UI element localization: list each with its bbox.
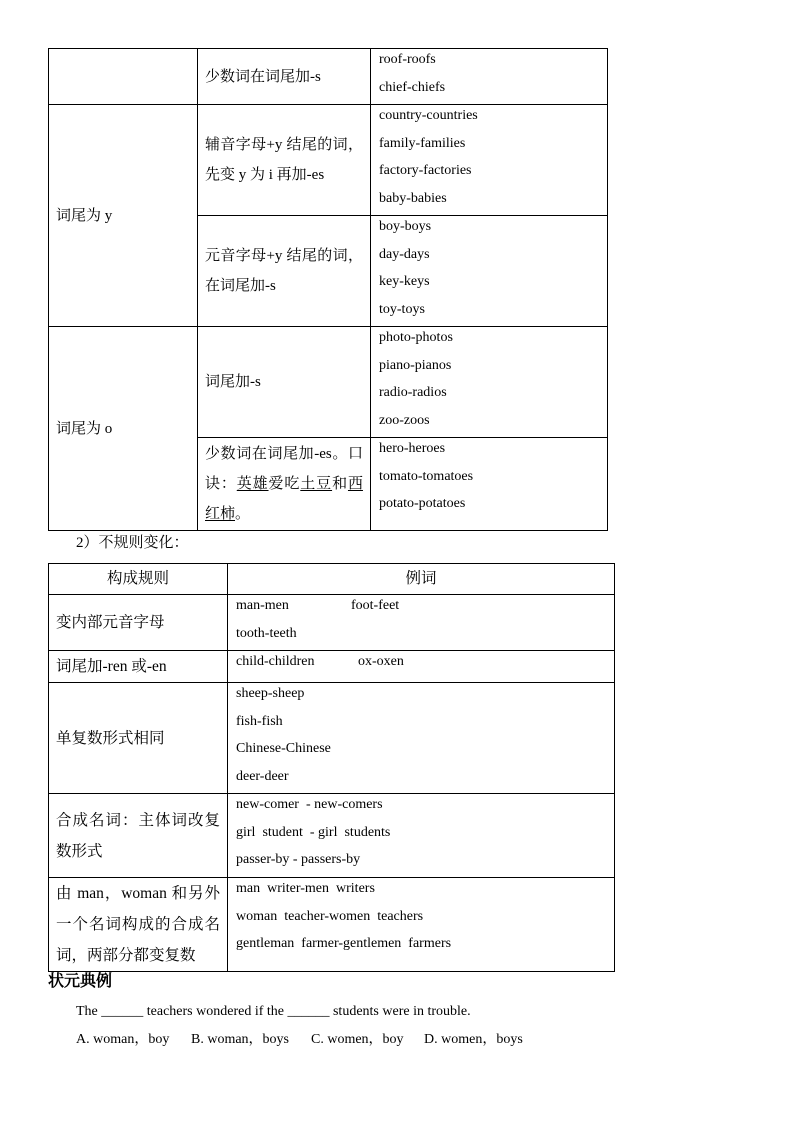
example-list <box>236 592 606 647</box>
mnemonic-keyword: 土豆 <box>300 476 333 492</box>
examples-cell <box>228 794 615 878</box>
example-list <box>379 324 599 434</box>
example-list <box>379 102 599 212</box>
example-word: family-families <box>379 135 466 151</box>
rule-cell <box>198 105 371 216</box>
example-word: day-days <box>379 246 430 262</box>
answer-option-d: D. women，boys <box>424 1032 523 1047</box>
example-word: ox-oxen <box>358 654 404 669</box>
rule-text: 少数词在词尾加-es。口诀： <box>205 446 363 492</box>
example-list <box>236 791 606 874</box>
rule-text: 由 man，woman 和另外一个名词构成的合成名词，两部分都变复数 <box>56 885 220 964</box>
rule-text: 。 <box>235 506 251 522</box>
rule-text: 合成名词：主体词改复数形式 <box>56 811 220 860</box>
category-cell <box>49 327 198 531</box>
example-list <box>236 680 606 790</box>
mnemonic-keyword: 英雄 <box>236 476 269 492</box>
rule-text: 词尾加-s <box>205 374 261 390</box>
rule-cell <box>49 651 228 683</box>
example-line <box>236 648 606 676</box>
table-row <box>49 794 615 878</box>
examples-cell <box>228 878 615 972</box>
example-word: radio-radios <box>379 385 447 400</box>
examples-cell <box>371 327 608 438</box>
table-row <box>49 49 608 105</box>
rule-text: 元音字母+y 结尾的词，在词尾加-s <box>205 248 363 294</box>
example-word: zoo-zoos <box>379 412 430 428</box>
regular-plural-table <box>48 48 608 531</box>
example-word: toy-toys <box>379 301 425 317</box>
rule-cell <box>198 327 371 438</box>
examples-cell <box>228 683 615 794</box>
rule-text: 单复数形式相同 <box>56 729 165 747</box>
rule-cell <box>198 438 371 531</box>
irregular-plural-table <box>48 563 615 972</box>
example-word: girl student - girl students <box>236 824 391 840</box>
example-list <box>236 875 606 958</box>
example-word: new-comer - new-comers <box>236 797 383 812</box>
rule-text: 爱吃 <box>268 476 301 492</box>
example-word: deer-deer <box>236 768 289 784</box>
example-word: child-children <box>236 654 315 669</box>
example-word: sheep-sheep <box>236 686 305 701</box>
example-list <box>379 213 599 323</box>
category-cell <box>49 105 198 327</box>
table-row <box>49 105 608 216</box>
example-word: photo-photos <box>379 330 453 345</box>
answer-option-b: B. woman，boys <box>191 1032 289 1047</box>
example-word: chief-chiefs <box>379 79 446 95</box>
example-word: gentleman farmer-gentlemen farmers <box>236 936 452 951</box>
category-cell <box>49 49 198 105</box>
answer-option-c: C. women，boy <box>311 1032 404 1047</box>
category-label: 词尾为 y <box>56 207 113 224</box>
example-word: foot-feet <box>351 598 400 613</box>
example-list <box>379 46 599 101</box>
example-word: factory-factories <box>379 163 472 178</box>
table-row <box>49 595 615 651</box>
rule-cell <box>49 595 228 651</box>
rule-text: 词尾加-ren 或-en <box>56 658 167 675</box>
example-word: potato-potatoes <box>379 496 466 511</box>
example-word: baby-babies <box>379 190 447 206</box>
examples-cell <box>228 595 615 651</box>
example-word: Chinese-Chinese <box>236 741 331 756</box>
examples-cell <box>371 105 608 216</box>
example-word: man-men <box>236 598 289 613</box>
example-question: The ______ teachers wondered if the ______ students were in trouble. <box>76 1004 471 1019</box>
rule-cell <box>198 216 371 327</box>
examples-cell <box>371 438 608 531</box>
table-row <box>49 878 615 972</box>
example-word: country-countries <box>379 108 478 123</box>
table-row <box>49 327 608 438</box>
example-line <box>236 592 606 620</box>
table-row <box>49 683 615 794</box>
example-list <box>379 435 599 518</box>
column-header-rule: 构成规则 <box>49 564 228 595</box>
section-heading-irregular: 2）不规则变化： <box>76 535 189 551</box>
example-list <box>236 648 606 676</box>
example-word: passer-by - passers-by <box>236 852 361 867</box>
example-word: piano-pianos <box>379 357 452 373</box>
rule-text: 变内部元音字母 <box>56 614 165 631</box>
example-word: hero-heroes <box>379 441 446 456</box>
examples-cell <box>371 216 608 327</box>
examples-cell <box>228 651 615 683</box>
table-header-row <box>49 564 615 595</box>
example-word: woman teacher-women teachers <box>236 908 424 924</box>
mnemonic-keyword: 西红柿 <box>205 476 363 522</box>
table-row <box>49 651 615 683</box>
rule-cell <box>49 878 228 972</box>
example-word: fish-fish <box>236 713 283 729</box>
example-word: tomato-tomatoes <box>379 468 474 484</box>
rule-text: 少数词在词尾加-s <box>205 68 321 85</box>
answer-option-a: A. woman，boy <box>76 1032 170 1047</box>
example-word: tooth-teeth <box>236 625 297 641</box>
category-label: 词尾为 o <box>56 420 113 437</box>
examples-cell <box>371 49 608 105</box>
column-header-examples: 例词 <box>228 564 615 595</box>
rule-text: 辅音字母+y 结尾的词，先变 y 为 i 再加-es <box>205 137 363 183</box>
rule-cell <box>49 683 228 794</box>
example-section-title: 状元典例 <box>48 973 113 990</box>
example-word: roof-roofs <box>379 52 436 67</box>
example-word: key-keys <box>379 274 430 289</box>
answer-options <box>76 1030 523 1050</box>
example-word: boy-boys <box>379 219 432 234</box>
rule-text: 和 <box>332 476 348 492</box>
example-word: man writer-men writers <box>236 881 375 896</box>
rule-cell <box>49 794 228 878</box>
rule-cell <box>198 49 371 105</box>
